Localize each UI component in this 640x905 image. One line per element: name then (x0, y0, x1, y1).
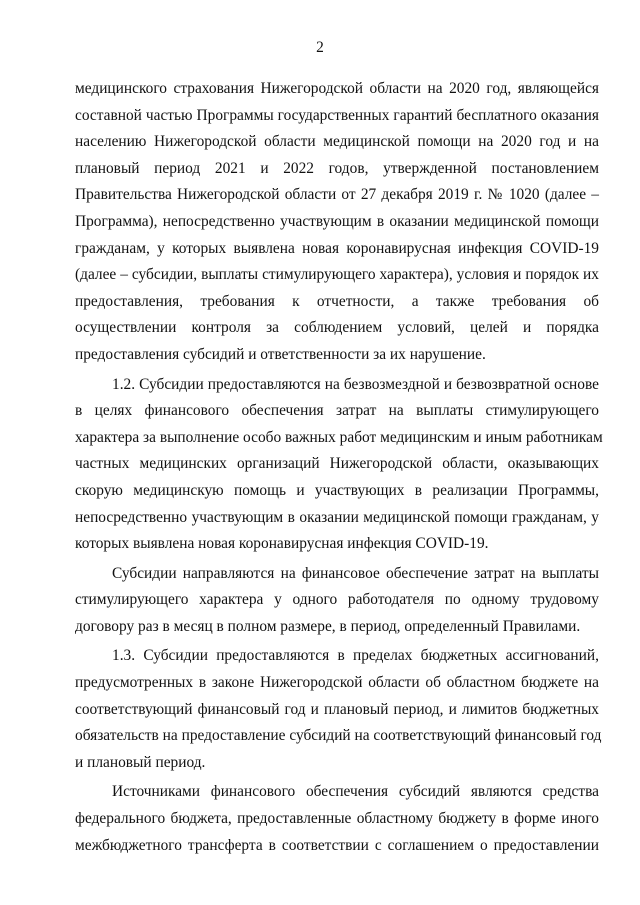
text-line: медицинского страхования Нижегородской области на 2020 год, являющейся (75, 80, 599, 97)
text-line: и плановый период. (75, 753, 206, 771)
text-line: предусмотренных в законе Нижегородской области об областном бюджете на (75, 674, 599, 692)
paragraph (75, 76, 599, 369)
paragraph (75, 561, 599, 641)
text-line: Правительства Нижегородской области от 27 декабря 2019 г. № 1020 (далее – (75, 186, 599, 204)
text-line: непосредственно участвующим в оказании медицинской помощи гражданам, у (75, 508, 599, 526)
text-line: составной частью Программы государственных гарантий бесплатного оказания (75, 106, 599, 124)
text-line: частных медицинских организаций Нижегородской области, оказывающих (75, 455, 599, 473)
text-line: характера за выполнение особо важных работ медицинским и иным работникам (75, 428, 603, 446)
text-line: соответствующий финансовый год и плановый период, и лимитов бюджетных (75, 700, 599, 718)
text-line: федерального бюджета, предоставленные областному бюджету в форме иного (75, 810, 599, 828)
paragraph (75, 643, 602, 776)
text-line: межбюджетного трансферта в соответствии с соглашением о предоставлении (75, 836, 599, 854)
paragraph (75, 372, 603, 558)
text-line: 1.2. Субсидии предоставляются на безвозмездной и безвозвратной основе (112, 375, 599, 393)
text-line: гражданам, у которых выявлена новая коронавирусная инфекция COVID-19 (75, 239, 599, 257)
document-body (75, 76, 603, 859)
text-line: в целях финансового обеспечения затрат на выплаты стимулирующего (75, 402, 599, 420)
text-line: Программа), непосредственно участвующим в оказании медицинской помощи (75, 212, 599, 230)
text-line: обязательств на предоставление субсидий на соответствующий финансовый год (75, 727, 602, 745)
text-line: предоставления субсидий и ответственности за их нарушение. (75, 345, 486, 363)
text-line: плановый период 2021 и 2022 годов, утвержденной постановлением (75, 159, 599, 177)
text-line: которых выявлена новая коронавирусная инфекция COVID-19. (75, 535, 489, 553)
text-line: населению Нижегородской области медицинской помощи на 2020 год и на (75, 133, 599, 151)
text-line: предоставления, требования к отчетности, а также требования об (75, 292, 599, 310)
text-line: договору раз в месяц в полном размере, в период, определенный Правилами. (75, 617, 581, 635)
text-line: 1.3. Субсидии предоставляются в пределах бюджетных ассигнований, (112, 647, 599, 665)
page-number: 2 (316, 39, 324, 56)
text-line: Субсидии направляются на финансовое обеспечение затрат на выплаты (112, 564, 599, 582)
text-line: Источниками финансового обеспечения субсидий являются средства (112, 783, 599, 801)
text-line: (далее – субсидии, выплаты стимулирующего характера), условия и порядок их (75, 266, 599, 284)
text-line: скорую медицинскую помощь и участвующих в реализации Программы, (75, 481, 599, 499)
text-line: стимулирующего характера у одного работодателя по одному трудовому (75, 591, 599, 609)
paragraph (75, 779, 599, 859)
text-line: осуществлении контроля за соблюдением условий, целей и порядка (75, 319, 599, 337)
